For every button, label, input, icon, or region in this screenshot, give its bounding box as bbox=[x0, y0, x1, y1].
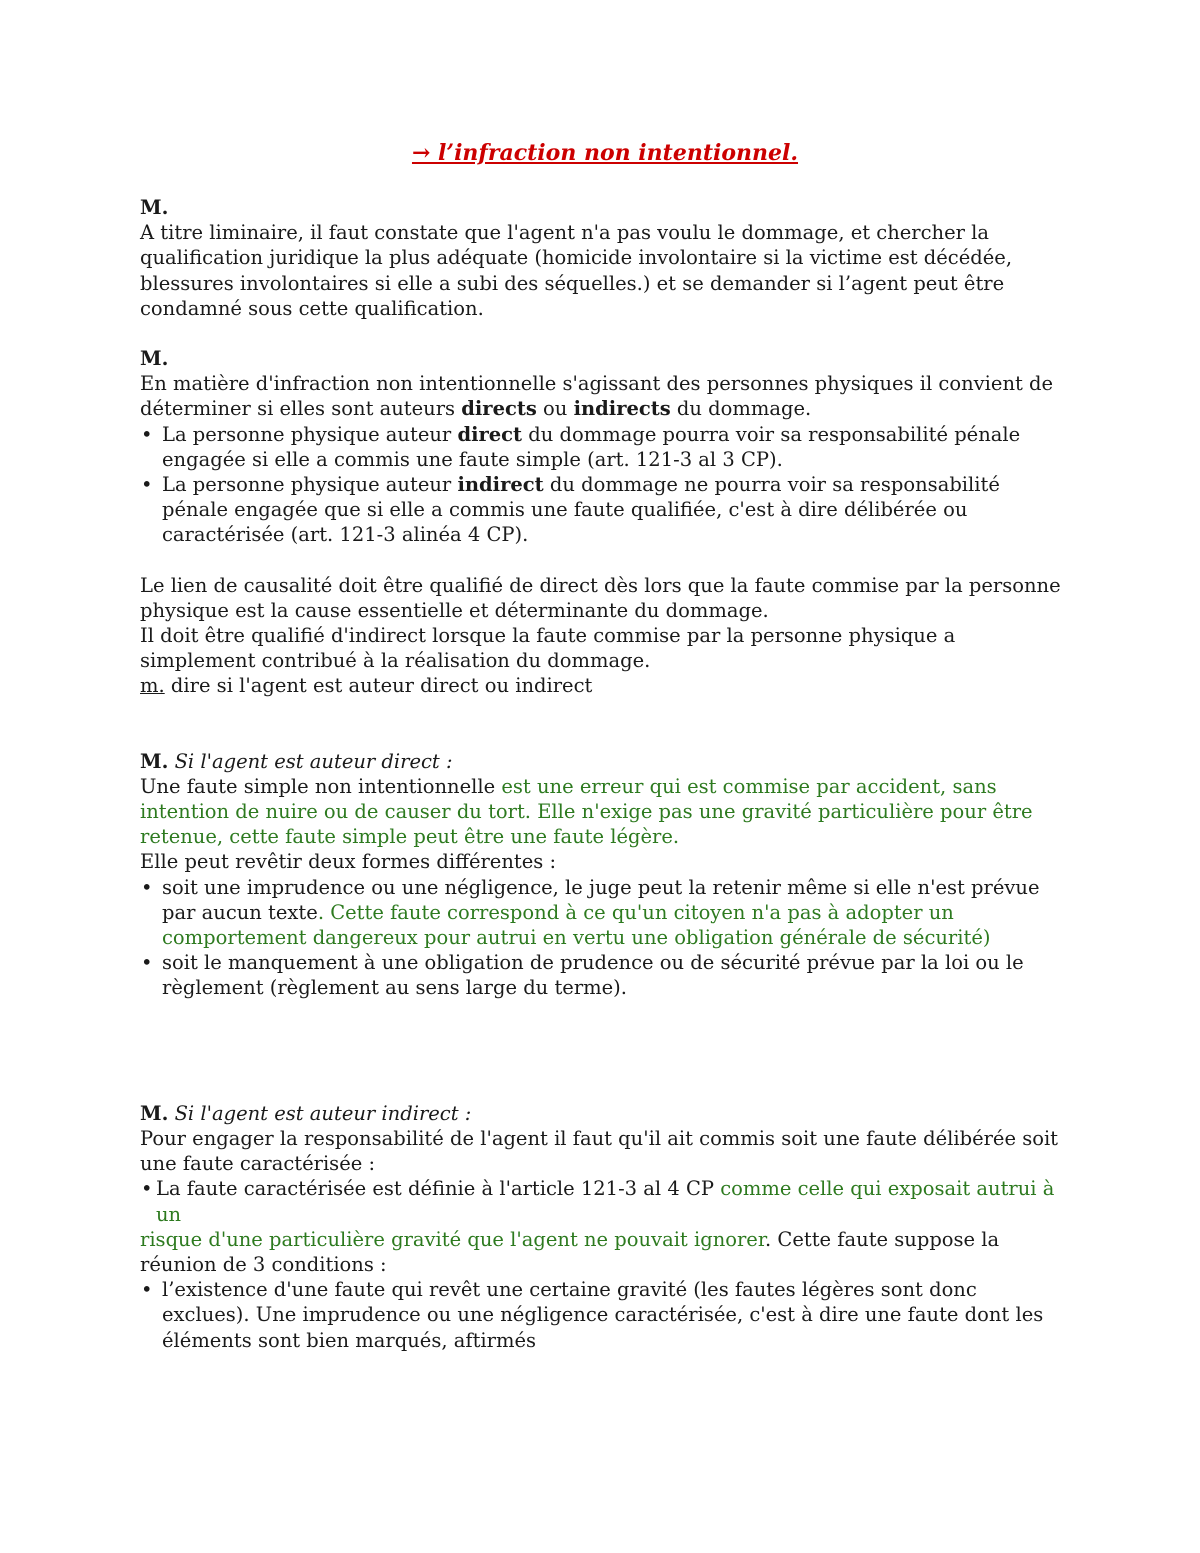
heading-label: M. bbox=[140, 1101, 169, 1125]
document-page bbox=[140, 138, 1070, 1353]
text-run: La faute caractérisée est définie à l'article 121-3 al 4 CP bbox=[156, 1177, 721, 1201]
section-heading bbox=[140, 749, 1070, 774]
text-run: En matière d'infraction non intentionnelle s'agissant des personnes physiques il convient de déterminer si elles sont auteurs bbox=[140, 372, 1054, 421]
section-intro bbox=[140, 195, 1070, 321]
section-heading: M. bbox=[140, 347, 169, 371]
paragraph: A titre liminaire, il faut constate que l'agent n'a pas voulu le dommage, et chercher la qualification juridique la plus adéquate (homicide involontaire si la victime est décédée, blessures involontaires si elle a subi des séquelles.) et se demander si l’agent peut être condamné sous cette qualification. bbox=[140, 221, 1013, 320]
section-direct-indirect bbox=[140, 346, 1070, 699]
list-item bbox=[140, 875, 1070, 951]
text-run: soit le manquement à une obligation de prudence ou de sécurité prévue par la loi ou le règlement (règlement au sens large du terme). bbox=[162, 951, 1024, 1000]
text-run: ou bbox=[536, 397, 574, 421]
green-text: comme celle qui exposait autrui à un bbox=[156, 1177, 1055, 1226]
text-run: soit une imprudence ou une négligence, le juge peut la retenir même si elle n'est prévue par aucun texte bbox=[162, 875, 1040, 924]
text-run: l’existence d'une faute qui revêt une certaine gravité (les fautes légères sont donc exclues). Une imprudence ou une négligence caractérisée, c'est à dire une faute dont les éléments sont bien marqués, aftirmés bbox=[162, 1278, 1044, 1352]
bullet-list bbox=[140, 1277, 1070, 1353]
list-item bbox=[140, 950, 1070, 1000]
paragraph: Elle peut revêtir deux formes différentes : bbox=[140, 850, 557, 874]
list-item bbox=[140, 1277, 1070, 1353]
paragraph bbox=[140, 673, 1070, 698]
heading-subtitle: Si l'agent est auteur direct : bbox=[174, 749, 453, 773]
list-item bbox=[140, 422, 1070, 472]
text-run: . Cette faute suppose la réunion de 3 conditions : bbox=[140, 1227, 1000, 1276]
section-heading bbox=[140, 1101, 1070, 1126]
paragraph: Il doit être qualifié d'indirect lorsque la faute commise par la personne physique a simplement contribué à la réalisation du dommage. bbox=[140, 624, 956, 673]
list-item bbox=[140, 1176, 1070, 1226]
text-run: du dommage ne pourra voir sa responsabilité pénale engagée que si elle a commis une faute qualifiée, c'est à dire délibérée ou caractérisée (art. 121-3 alinéa 4 CP). bbox=[162, 473, 1000, 547]
green-text: risque d'une particulière gravité que l'agent ne pouvait ignorer bbox=[140, 1227, 766, 1251]
method-label: m. bbox=[140, 674, 165, 698]
section-auteur-direct bbox=[140, 749, 1070, 1001]
paragraph bbox=[140, 371, 1070, 421]
section-auteur-indirect bbox=[140, 1101, 1070, 1353]
text-run: Une faute simple non intentionnelle bbox=[140, 774, 502, 798]
heading-subtitle: Si l'agent est auteur indirect : bbox=[174, 1101, 472, 1125]
document-title: → l’infraction non intentionnel. bbox=[411, 140, 799, 166]
text-run: du dommage pourra voir sa responsabilité pénale engagée si elle a commis une faute simple (art. 121-3 al 3 CP). bbox=[162, 422, 1021, 471]
text-run: La personne physique auteur bbox=[162, 473, 458, 497]
paragraph: Le lien de causalité doit être qualifié de direct dès lors que la faute commise par la personne physique est la cause essentielle et déterminante du dommage. bbox=[140, 573, 1061, 622]
text-run: La personne physique auteur bbox=[162, 422, 458, 446]
bullet-list bbox=[140, 422, 1070, 548]
heading-label: M. bbox=[140, 749, 169, 773]
paragraph bbox=[140, 774, 1070, 850]
paragraph bbox=[140, 1227, 1070, 1277]
section-heading: M. bbox=[140, 196, 169, 219]
bullet-list bbox=[140, 875, 1070, 1001]
bold-term: indirect bbox=[457, 473, 544, 497]
bullet-list bbox=[140, 1176, 1070, 1226]
text-run: dire si l'agent est auteur direct ou indirect bbox=[164, 674, 593, 698]
bold-term: directs bbox=[461, 397, 537, 421]
bold-term: indirects bbox=[573, 397, 671, 421]
list-item bbox=[140, 472, 1070, 548]
bold-term: direct bbox=[457, 422, 523, 446]
paragraph: Pour engager la responsabilité de l'agent il faut qu'il ait commis soit une faute délibérée soit une faute caractérisée : bbox=[140, 1126, 1059, 1176]
text-run: du dommage. bbox=[670, 397, 812, 421]
green-text: . Cette faute correspond à ce qu'un citoyen n'a pas à adopter un comportement dangereux pour autrui en vertu une obligation générale de sécurité) bbox=[162, 900, 991, 950]
green-text: est une erreur qui est commise par accident, sans intention de nuire ou de causer du tort. Elle n'exige pas une gravité particulière pour être retenue, cette faute simple peut être une faute légère. bbox=[140, 774, 1033, 849]
